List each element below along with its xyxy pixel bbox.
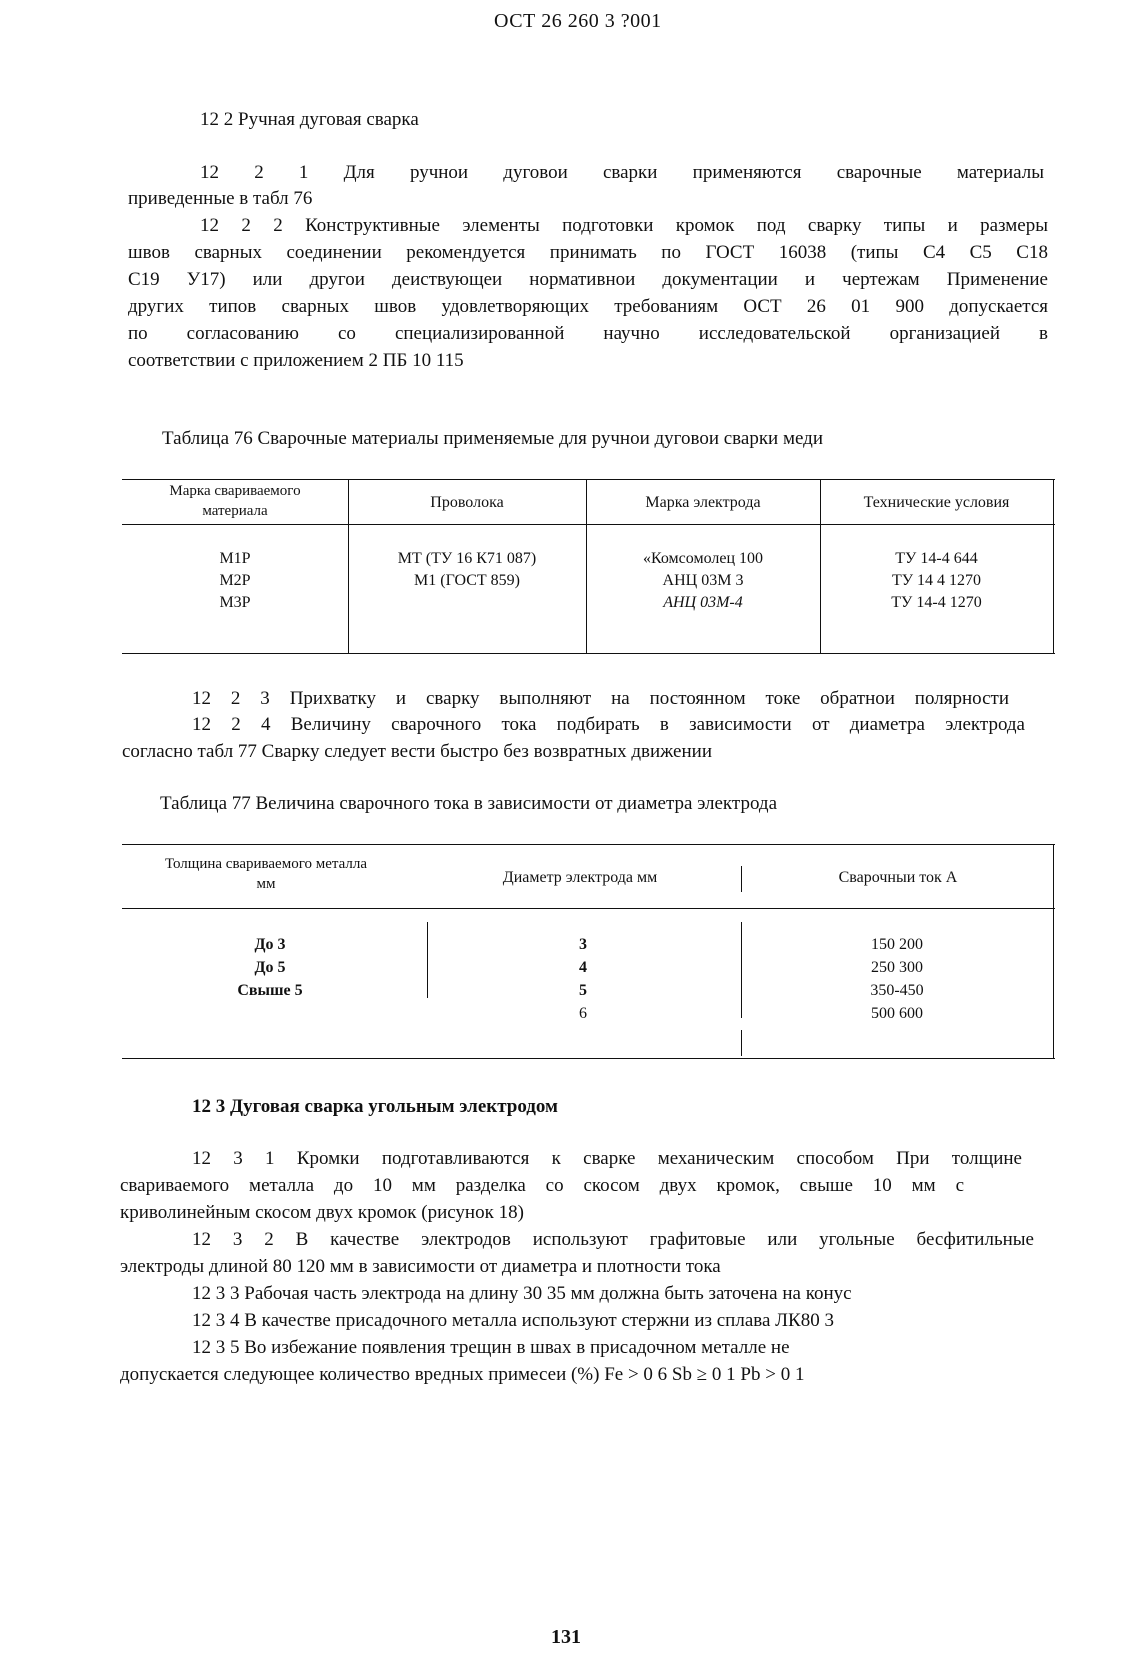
paragraph-line: 12 3 5 Во избежание появления трещин в швах в присадочном металле не bbox=[192, 1337, 790, 1358]
table-77-header: Сварочныи ток А bbox=[838, 869, 958, 886]
paragraph-line: допускается следующее количество вредных примесеи (%) Fe > 0 6 Sb ≥ 0 1 Pb > 0 1 bbox=[120, 1364, 805, 1385]
table-76-header: Марка электрода bbox=[645, 494, 761, 511]
section-title: 12 3 Дуговая сварка угольным электродом bbox=[192, 1096, 558, 1117]
table-cell: ТУ 14 4 1270 bbox=[891, 572, 982, 589]
paragraph-line: 12 2 1 Для ручнои дуговои сварки применяются сварочные материалы bbox=[200, 162, 1044, 183]
table-77-header: Диаметр электрода мм bbox=[502, 869, 658, 886]
table-76-column bbox=[586, 548, 820, 614]
table-76-column bbox=[820, 548, 1053, 614]
paragraph-line: 12 3 4 В качестве присадочного металла используют стержни из сплава ЛК80 3 bbox=[192, 1310, 834, 1331]
table-77-column bbox=[150, 933, 390, 1002]
table-77-column bbox=[797, 933, 997, 1025]
paragraph-line: соответствии с приложением 2 ПБ 10 115 bbox=[128, 350, 464, 371]
table-cell: 4 bbox=[579, 959, 587, 976]
table-76-column bbox=[348, 548, 586, 592]
paragraph-line: 12 3 2 В качестве электродов используют графитовые или угольные бесфитильные bbox=[192, 1229, 1034, 1250]
table-cell: 500 600 bbox=[871, 1005, 923, 1022]
page-number: 131 bbox=[551, 1626, 581, 1648]
paragraph-line: 12 2 3 Прихватку и сварку выполняют на постоянном токе обратнои полярности bbox=[192, 688, 1009, 709]
document-code-header: ОСТ 26 260 3 ?001 bbox=[494, 10, 662, 32]
table-cell: До 5 bbox=[254, 959, 286, 976]
paragraph-line: 12 2 2 Конструктивные элементы подготовки кромок под сварку типы и размеры bbox=[200, 215, 1048, 236]
table-cell: ТУ 14-4 1270 bbox=[891, 594, 982, 611]
paragraph-line: С19 У17) или другои деиствующеи нормативнои документации и чертежам Применение bbox=[128, 269, 1048, 290]
paragraph-line: свариваемого металла до 10 мм разделка со скосом двух кромок, свыше 10 мм с bbox=[120, 1175, 964, 1196]
table-cell: 6 bbox=[579, 1005, 587, 1022]
table-76-column bbox=[122, 548, 348, 614]
table-cell: 3 bbox=[579, 936, 587, 953]
table-77-caption: Таблица 77 Величина сварочного тока в зависимости от диаметра электрода bbox=[160, 793, 777, 814]
paragraph-line: электроды длиной 80 120 мм в зависимости от диаметра и плотности тока bbox=[120, 1256, 721, 1277]
table-77-header: Толщина свариваемого металла мм bbox=[164, 856, 368, 892]
table-cell: 5 bbox=[579, 982, 587, 999]
paragraph-line: швов сварных соединении рекомендуется принимать по ГОСТ 16038 (типы С4 С5 С18 bbox=[128, 242, 1048, 263]
paragraph-line: 12 3 3 Рабочая часть электрода на длину 30 35 мм должна быть заточена на конус bbox=[192, 1283, 852, 1304]
table-cell: 250 300 bbox=[871, 959, 923, 976]
table-cell: М1Р bbox=[219, 550, 251, 567]
paragraph-line: приведенные в табл 76 bbox=[128, 188, 313, 209]
table-cell: 350-450 bbox=[870, 982, 924, 999]
paragraph-line: криволинейным скосом двух кромок (рисунок 18) bbox=[120, 1202, 524, 1223]
table-76-header: Марка свариваемого материала bbox=[169, 483, 301, 519]
table-cell: ТУ 14-4 644 bbox=[895, 550, 978, 567]
table-76-caption: Таблица 76 Сварочные материалы применяемые для ручнои дуговои сварки меди bbox=[162, 428, 824, 449]
paragraph-line: 12 3 1 Кромки подготавливаются к сварке механическим способом При толщине bbox=[192, 1148, 1022, 1169]
table-76-header: Проволока bbox=[430, 494, 504, 511]
table-cell: М1 (ГОСТ 859) bbox=[414, 572, 520, 589]
section-title: 12 2 Ручная дуговая сварка bbox=[200, 109, 419, 130]
table-cell: М2Р bbox=[219, 572, 251, 589]
paragraph-line: по согласованию со специализированной научно исследовательской организацией в bbox=[128, 323, 1048, 344]
table-cell: Свыше 5 bbox=[237, 982, 303, 999]
table-cell: До 3 bbox=[254, 936, 286, 953]
table-76-header: Технические условия bbox=[863, 494, 1010, 511]
table-77-column bbox=[483, 933, 683, 1025]
table-cell: 150 200 bbox=[871, 936, 923, 953]
table-cell: М3Р bbox=[219, 594, 251, 611]
paragraph-line: согласно табл 77 Сварку следует вести быстро без возвратных движении bbox=[122, 741, 712, 762]
table-cell: АНЦ 03М-4 bbox=[663, 594, 743, 611]
table-cell: АНЦ 03М 3 bbox=[662, 572, 744, 589]
paragraph-line: 12 2 4 Величину сварочного тока подбирать в зависимости от диаметра электрода bbox=[192, 714, 1025, 735]
paragraph-line: других типов сварных швов удовлетворяющих требованиям ОСТ 26 01 900 допускается bbox=[128, 296, 1048, 317]
table-cell: МТ (ТУ 16 К71 087) bbox=[397, 550, 537, 567]
table-cell: «Комсомолец 100 bbox=[642, 550, 764, 567]
